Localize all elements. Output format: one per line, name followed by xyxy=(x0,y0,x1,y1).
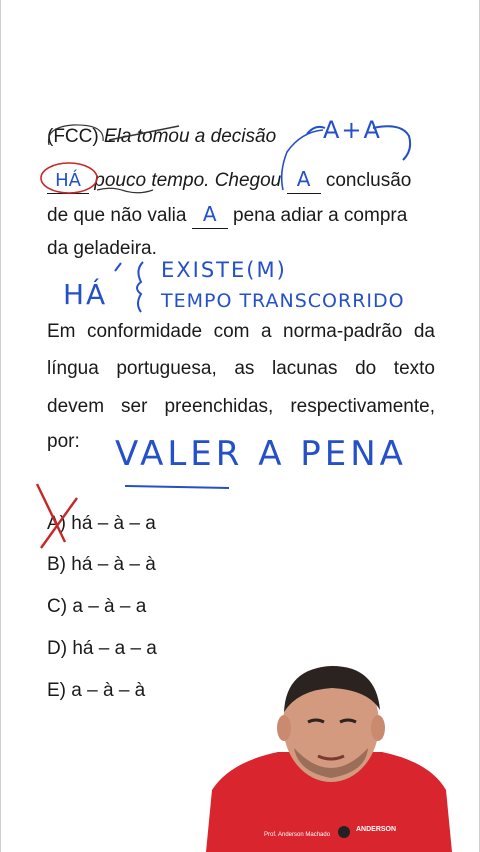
shirt-name: Prof. Anderson Machado xyxy=(264,832,331,838)
valer-underline xyxy=(125,486,229,488)
handwritten-valer-a-pena: VALER A PENA xyxy=(115,434,407,474)
option-c-letter: C) xyxy=(47,596,68,617)
handwritten-tempo-transcorrido: TEMPO TRANSCORRIDO xyxy=(161,290,405,312)
question-stem-1: Em conformidade com a norma-padrão da xyxy=(47,321,435,342)
blank-2 xyxy=(287,167,321,194)
question-stem-2: língua portuguesa, as lacunas do texto xyxy=(47,358,435,379)
question-line3-start: de que não valia xyxy=(47,205,187,226)
microphone-icon xyxy=(338,826,350,838)
question-line-3 xyxy=(47,202,407,229)
option-a xyxy=(47,512,156,536)
handwritten-a-plus-a: A+A xyxy=(323,116,382,144)
question-line2-end: conclusão xyxy=(325,170,412,191)
option-d-letter: D) xyxy=(47,638,68,659)
option-a-letter: A) xyxy=(47,513,66,534)
presenter-ear-left xyxy=(277,715,291,741)
question-line-4: da geladeira. xyxy=(47,238,157,259)
blank-1-answer: HÁ xyxy=(55,170,81,191)
option-e xyxy=(47,679,145,703)
blank-2-answer: A xyxy=(296,167,311,191)
option-c-text: a – à – a xyxy=(72,596,147,617)
accent-mark xyxy=(115,263,121,271)
blank-3-answer: A xyxy=(202,202,217,226)
option-e-letter: E) xyxy=(47,680,66,701)
presenter-figure xyxy=(206,660,456,852)
presenter-ear-right xyxy=(371,715,385,741)
handwritten-ha: HÁ xyxy=(63,278,108,311)
option-b-text: há – à – à xyxy=(71,554,156,575)
question-line2-mid: pouco tempo. Chegou xyxy=(94,170,282,191)
option-b-letter: B) xyxy=(47,554,66,575)
question-line-1 xyxy=(47,125,276,149)
handwritten-existe: EXISTE(M) xyxy=(161,258,287,282)
blank-1 xyxy=(47,169,89,194)
option-e-text: a – à – à xyxy=(71,680,146,701)
option-b xyxy=(47,553,156,577)
question-line1-text: Ela tomou a decisão xyxy=(103,126,277,147)
option-c xyxy=(47,595,146,619)
option-d-text: há – a – a xyxy=(72,638,157,659)
question-line-2 xyxy=(47,167,411,194)
option-a-text: há – à – a xyxy=(71,513,156,534)
question-stem-3: devem ser preenchidas, respectivamente, xyxy=(47,396,435,417)
question-stem-4: por: xyxy=(47,431,80,452)
shirt-logo: ANDERSON xyxy=(356,826,397,833)
blank-3 xyxy=(192,202,228,229)
question-line3-end: pena adiar a compra xyxy=(233,205,408,226)
question-source: (FCC) xyxy=(47,126,99,147)
presenter-video xyxy=(206,660,456,852)
option-d xyxy=(47,637,157,661)
brace-icon xyxy=(137,262,143,312)
